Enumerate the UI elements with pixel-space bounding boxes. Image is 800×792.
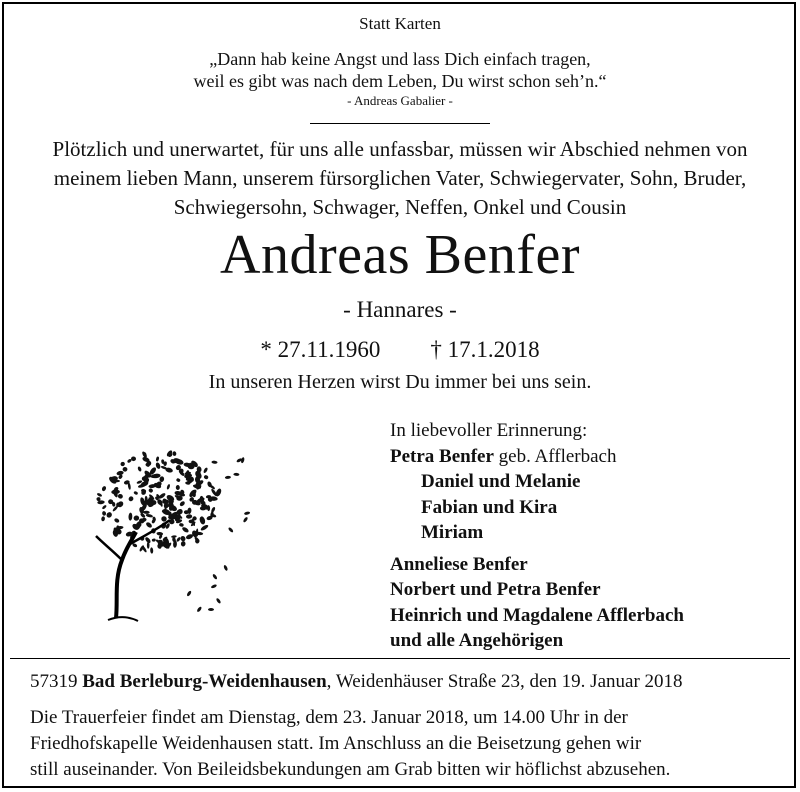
motto: In unseren Herzen wirst Du immer bei uns sein. — [208, 371, 592, 393]
intro-line: Plötzlich und unerwartet, für uns alle unfassbar, müssen wir Abschied nehmen von — [52, 137, 748, 161]
address-zip: 57319 — [30, 671, 78, 692]
leaf-shape — [101, 516, 105, 522]
quote — [0, 48, 800, 92]
deceased-nickname: - Hannares - — [343, 297, 457, 322]
falling-leaf-shape — [228, 527, 234, 533]
leaf-shape — [128, 513, 132, 521]
falling-leaf-shape — [233, 473, 239, 476]
falling-leaf-shape — [196, 606, 202, 613]
leaf-shape — [181, 526, 189, 533]
leaf-shape — [143, 511, 150, 514]
mourner-relative: Heinrich und Magdalene Afflerbach — [390, 604, 684, 626]
leaf-shape — [176, 485, 180, 490]
falling-leaf-shape — [212, 573, 218, 580]
leaf-shape — [176, 536, 181, 542]
notice-line: still auseinander. Von Beileidsbekundungen am Grab bitten wir höflichst abzusehen. — [30, 759, 671, 780]
leaf-shape — [152, 538, 156, 542]
leaf-shape — [156, 456, 160, 462]
leaf-shape — [176, 478, 181, 483]
leaf-shape — [150, 547, 153, 553]
mourner-relative: und alle Angehörigen — [390, 630, 564, 651]
funeral-notice — [30, 705, 780, 783]
leaf-shape — [200, 524, 209, 532]
leaf-shape — [137, 466, 142, 472]
leaf-shape — [131, 456, 136, 461]
notice-line: Friedhofskapelle Weidenhausen statt. Im Anschluss an die Beisetzung gehen wir — [30, 733, 642, 754]
mourner-child: Fabian und Kira — [421, 496, 558, 518]
mourner-child: Daniel und Melanie — [421, 471, 581, 492]
quote-author: - Andreas Gabalier - — [347, 93, 453, 108]
leaf-shape — [145, 513, 153, 518]
intro-text — [0, 135, 800, 222]
deceased-name: Andreas Benfer — [220, 224, 580, 286]
leaf-shape — [105, 511, 113, 519]
pre-title: Statt Karten — [359, 14, 441, 33]
falling-leaf-shape — [216, 597, 222, 604]
leaf-shape — [133, 491, 138, 496]
leaf-shape — [101, 485, 107, 491]
spouse-suffix: geb. Afflerbach — [493, 445, 617, 467]
falling-leaf-shape — [223, 565, 228, 572]
leaf-shape — [102, 511, 107, 516]
leaf-shape — [186, 514, 193, 519]
address-place: Bad Berleburg-Weidenhausen — [82, 671, 327, 692]
falling-leaf-shape — [208, 608, 214, 611]
leaf-shape — [128, 495, 135, 502]
leaf-shape — [156, 532, 163, 536]
leaf-shape — [166, 484, 170, 490]
life-dates — [0, 337, 800, 363]
leaf-shape — [148, 488, 154, 494]
leaf-shape — [179, 523, 184, 528]
leaf-shape — [180, 535, 187, 542]
leaf-shape — [96, 492, 102, 497]
birth-date: * 27.11.1960 — [260, 337, 381, 362]
leaf-shape — [122, 467, 127, 472]
leaf-shape — [179, 500, 186, 507]
leaf-shape — [117, 493, 124, 499]
falling-leaf-shape — [244, 511, 251, 515]
intro-line: Schwiegersohn, Schwager, Neffen, Onkel und Cousin — [173, 195, 627, 219]
leaf-shape — [159, 476, 165, 483]
falling-leaf-shape — [203, 467, 209, 474]
leaf-shape — [167, 452, 173, 458]
address-rest: , Weidenhäuser Straße 23, den 19. Januar 2018 — [326, 671, 683, 692]
mourner-child: Miriam — [421, 522, 484, 543]
notice-line: Die Trauerfeier findet am Dienstag, dem 23. Januar 2018, um 14.00 Uhr in der — [30, 707, 628, 728]
quote-line: „Dann hab keine Angst und lass Dich einfach tragen, — [209, 49, 591, 69]
falling-leaf-shape — [186, 590, 192, 597]
intro-line: meinem lieben Mann, unserem fürsorglichen Vater, Schwiegervater, Sohn, Bruder, — [53, 166, 747, 190]
leaf-shape — [181, 541, 186, 547]
mourner-relative: Anneliese Benfer — [390, 553, 528, 575]
mourners-heading: In liebevoller Erinnerung: — [390, 420, 588, 441]
leaf-shape — [172, 451, 177, 456]
leaf-shape — [114, 518, 120, 524]
falling-leaf-shape — [211, 460, 217, 464]
falling-leaf-shape — [243, 516, 249, 523]
footer-divider — [10, 658, 790, 659]
falling-leaf-shape — [225, 476, 231, 480]
autumn-tree-icon — [78, 440, 258, 630]
leaf-shape — [133, 515, 139, 521]
mourner-relative: Norbert und Petra Benfer — [390, 579, 601, 600]
spouse-name: Petra Benfer — [390, 445, 494, 467]
leaf-shape — [199, 516, 206, 525]
leaf-shape — [111, 489, 120, 494]
leaf-shape — [145, 521, 153, 528]
falling-leaf-shape — [211, 584, 218, 589]
address — [30, 671, 683, 693]
death-date: † 17.1.2018 — [430, 337, 540, 362]
leaf-shape — [203, 474, 209, 479]
quote-line: weil es gibt was nach dem Leben, Du wirst schon seh’n.“ — [193, 71, 607, 91]
mourner-spouse — [390, 444, 684, 470]
leaf-shape — [102, 504, 107, 509]
leaf-shape — [120, 461, 126, 467]
mourners-list — [390, 418, 684, 654]
divider — [310, 123, 490, 124]
